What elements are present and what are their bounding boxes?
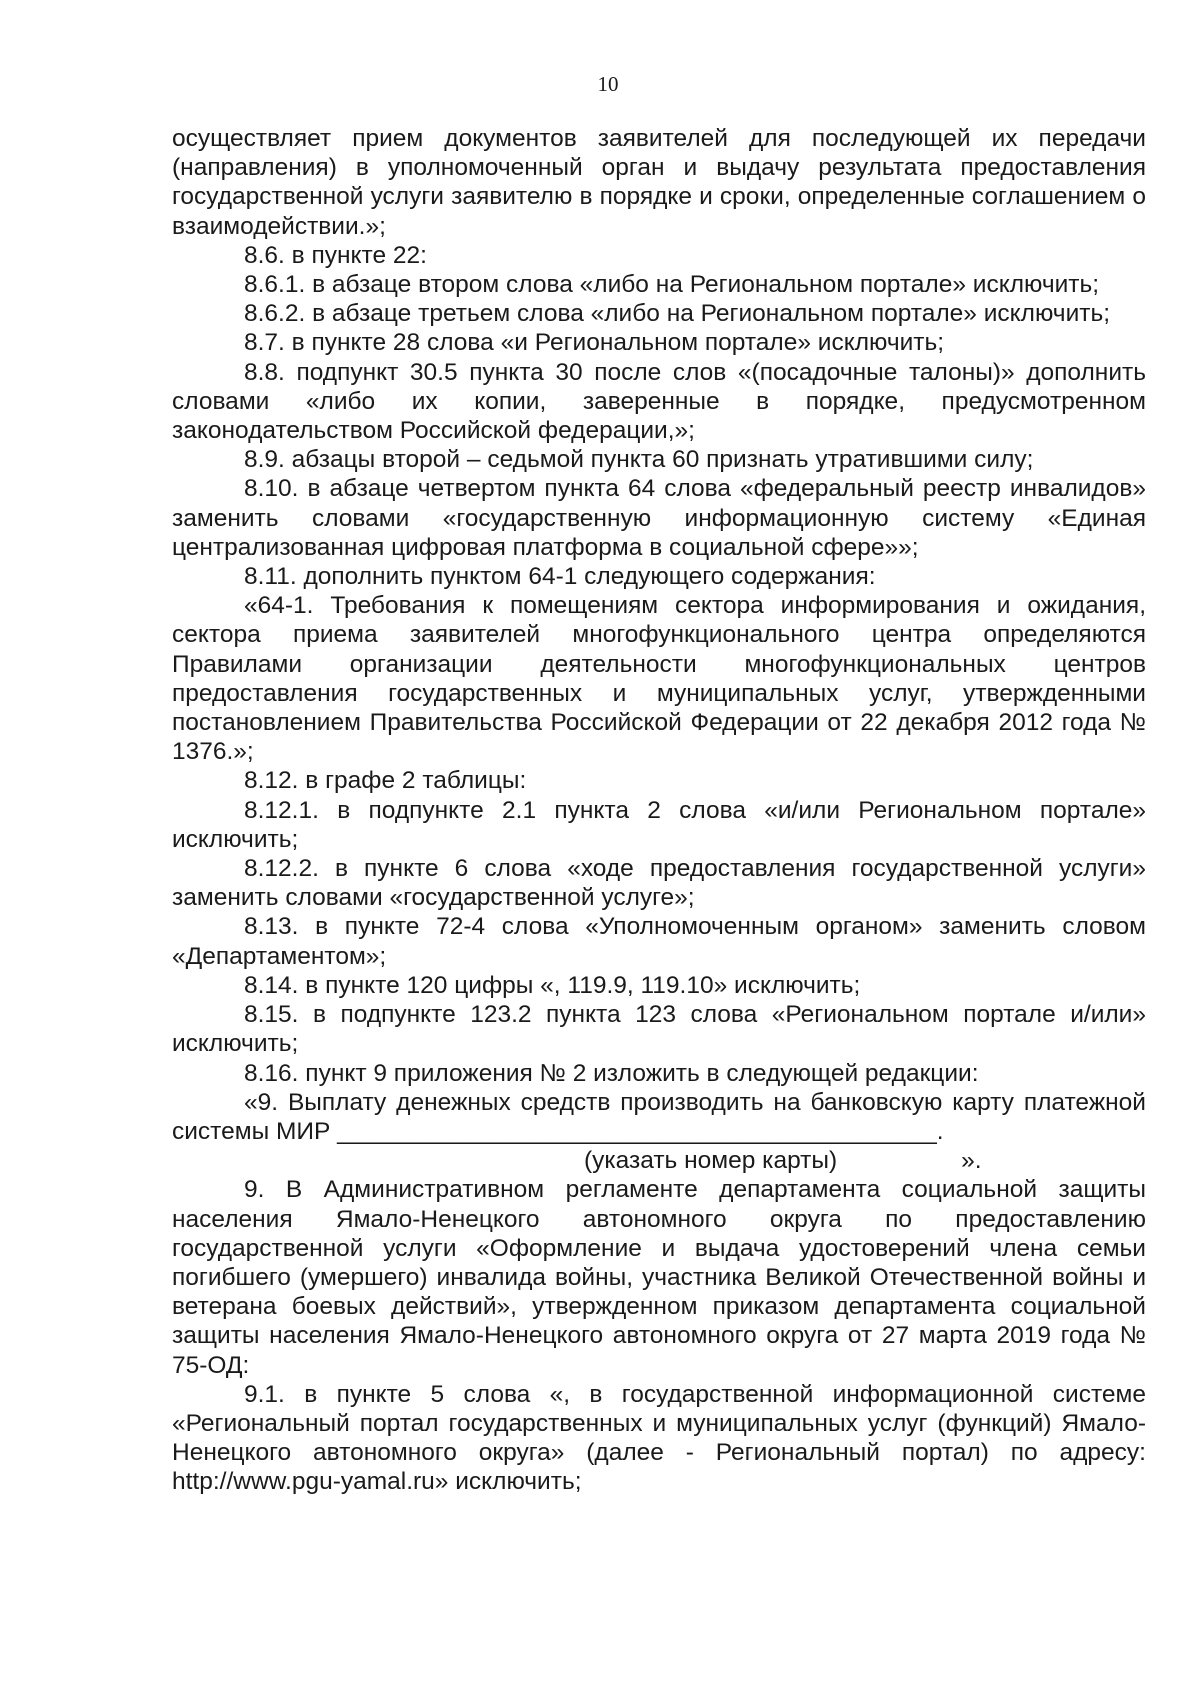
page-number: 10: [597, 72, 619, 96]
paragraph-9-quote: «9. Выплату денежных средств производить на банковскую карту платежной системы МИР ____________________________________________.: [172, 1088, 1146, 1145]
paragraph-8-16: 8.16. пункт 9 приложения № 2 изложить в следующей редакции:: [244, 1059, 979, 1087]
paragraph-8-15: 8.15. в подпункте 123.2 пункта 123 слова «Региональном портале и/или» исключить;: [172, 1001, 1146, 1058]
paragraph-8-9: 8.9. абзацы второй – седьмой пункта 60 признать утратившими силу;: [244, 446, 1034, 474]
paragraph-8-7: 8.7. в пункте 28 слова «и Региональном портале» исключить;: [244, 329, 945, 357]
paragraph-8-11: 8.11. дополнить пунктом 64-1 следующего содержания:: [244, 563, 876, 591]
paragraph-9: 9. В Административном регламенте департамента социальной защиты населения Ямало-Ненецкого автономного округа по предоставлению государственной услуги «Оформление и выдача удостоверений члена семьи погибшего (умершего) инвалида войны, участника Великой Отечественной войны и ветерана боевых действий», утвержденном приказом департамента социальной защиты населения Ямало-Ненецкого автономного округа от 27 марта 2019 года № 75-ОД:: [172, 1176, 1146, 1379]
paragraph-8-6-2: 8.6.2. в абзаце третьем слова «либо на Региональном портале» исключить;: [244, 300, 1111, 328]
paragraph-8-8: 8.8. подпункт 30.5 пункта 30 после слов «(посадочные талоны)» дополнить словами «либо их копии, заверенные в порядке, предусмотренном законодательством Российской федерации,»;: [172, 358, 1146, 445]
document-body: [172, 124, 1146, 1497]
paragraph-8-14: 8.14. в пункте 120 цифры «, 119.9, 119.10» исключить;: [244, 971, 861, 999]
paragraph-8-12-1: 8.12.1. в подпункте 2.1 пункта 2 слова «и/или Региональном портале» исключить;: [172, 796, 1146, 853]
paragraph-8-12-2: 8.12.2. в пункте 6 слова «ходе предоставления государственной услуги» заменить словами «государственной услуге»;: [172, 855, 1146, 912]
paragraph-continuation: осуществляет прием документов заявителей для последующей их передачи (направления) в уполномоченный орган и выдачу результата предоставления государственной услуги заявителю в порядке и сроки, определенные соглашением о взаимодействии.»;: [172, 125, 1146, 240]
paragraph-8-6-1: 8.6.1. в абзаце втором слова «либо на Региональном портале» исключить;: [244, 271, 1100, 299]
paragraph-9-1: 9.1. в пункте 5 слова «, в государственной информационной системе «Региональный портал государственных и муниципальных услуг (функций) Ямало-Ненецкого автономного округа» (далее - Региональный портал) по адресу: http://www.pgu-yamal.ru» исключить;: [172, 1380, 1146, 1496]
paragraph-8-12: 8.12. в графе 2 таблицы:: [244, 767, 527, 795]
card-hint-close: ».: [961, 1147, 982, 1175]
paragraph-64-1-quote: «64-1. Требования к помещениям сектора информирования и ожидания, сектора приема заявителей многофункционального центра определяются Правилами организации деятельности многофункциональных центров предоставления государственных и муниципальных услуг, утвержденными постановлением Правительства Российской Федерации от 22 декабря 2012 года № 1376.»;: [172, 592, 1146, 766]
card-hint-text: (указать номер карты): [584, 1147, 838, 1175]
card-number-hint: [172, 1146, 1146, 1175]
paragraph-8-6: 8.6. в пункте 22:: [244, 241, 427, 269]
paragraph-8-10: 8.10. в абзаце четвертом пункта 64 слова «федеральный реестр инвалидов» заменить словами «государственную информационную систему «Единая централизованная цифровая платформа в социальной сфере»»;: [172, 475, 1146, 561]
paragraph-8-13: 8.13. в пункте 72-4 слова «Уполномоченным органом» заменить словом «Департаментом»;: [172, 913, 1146, 970]
